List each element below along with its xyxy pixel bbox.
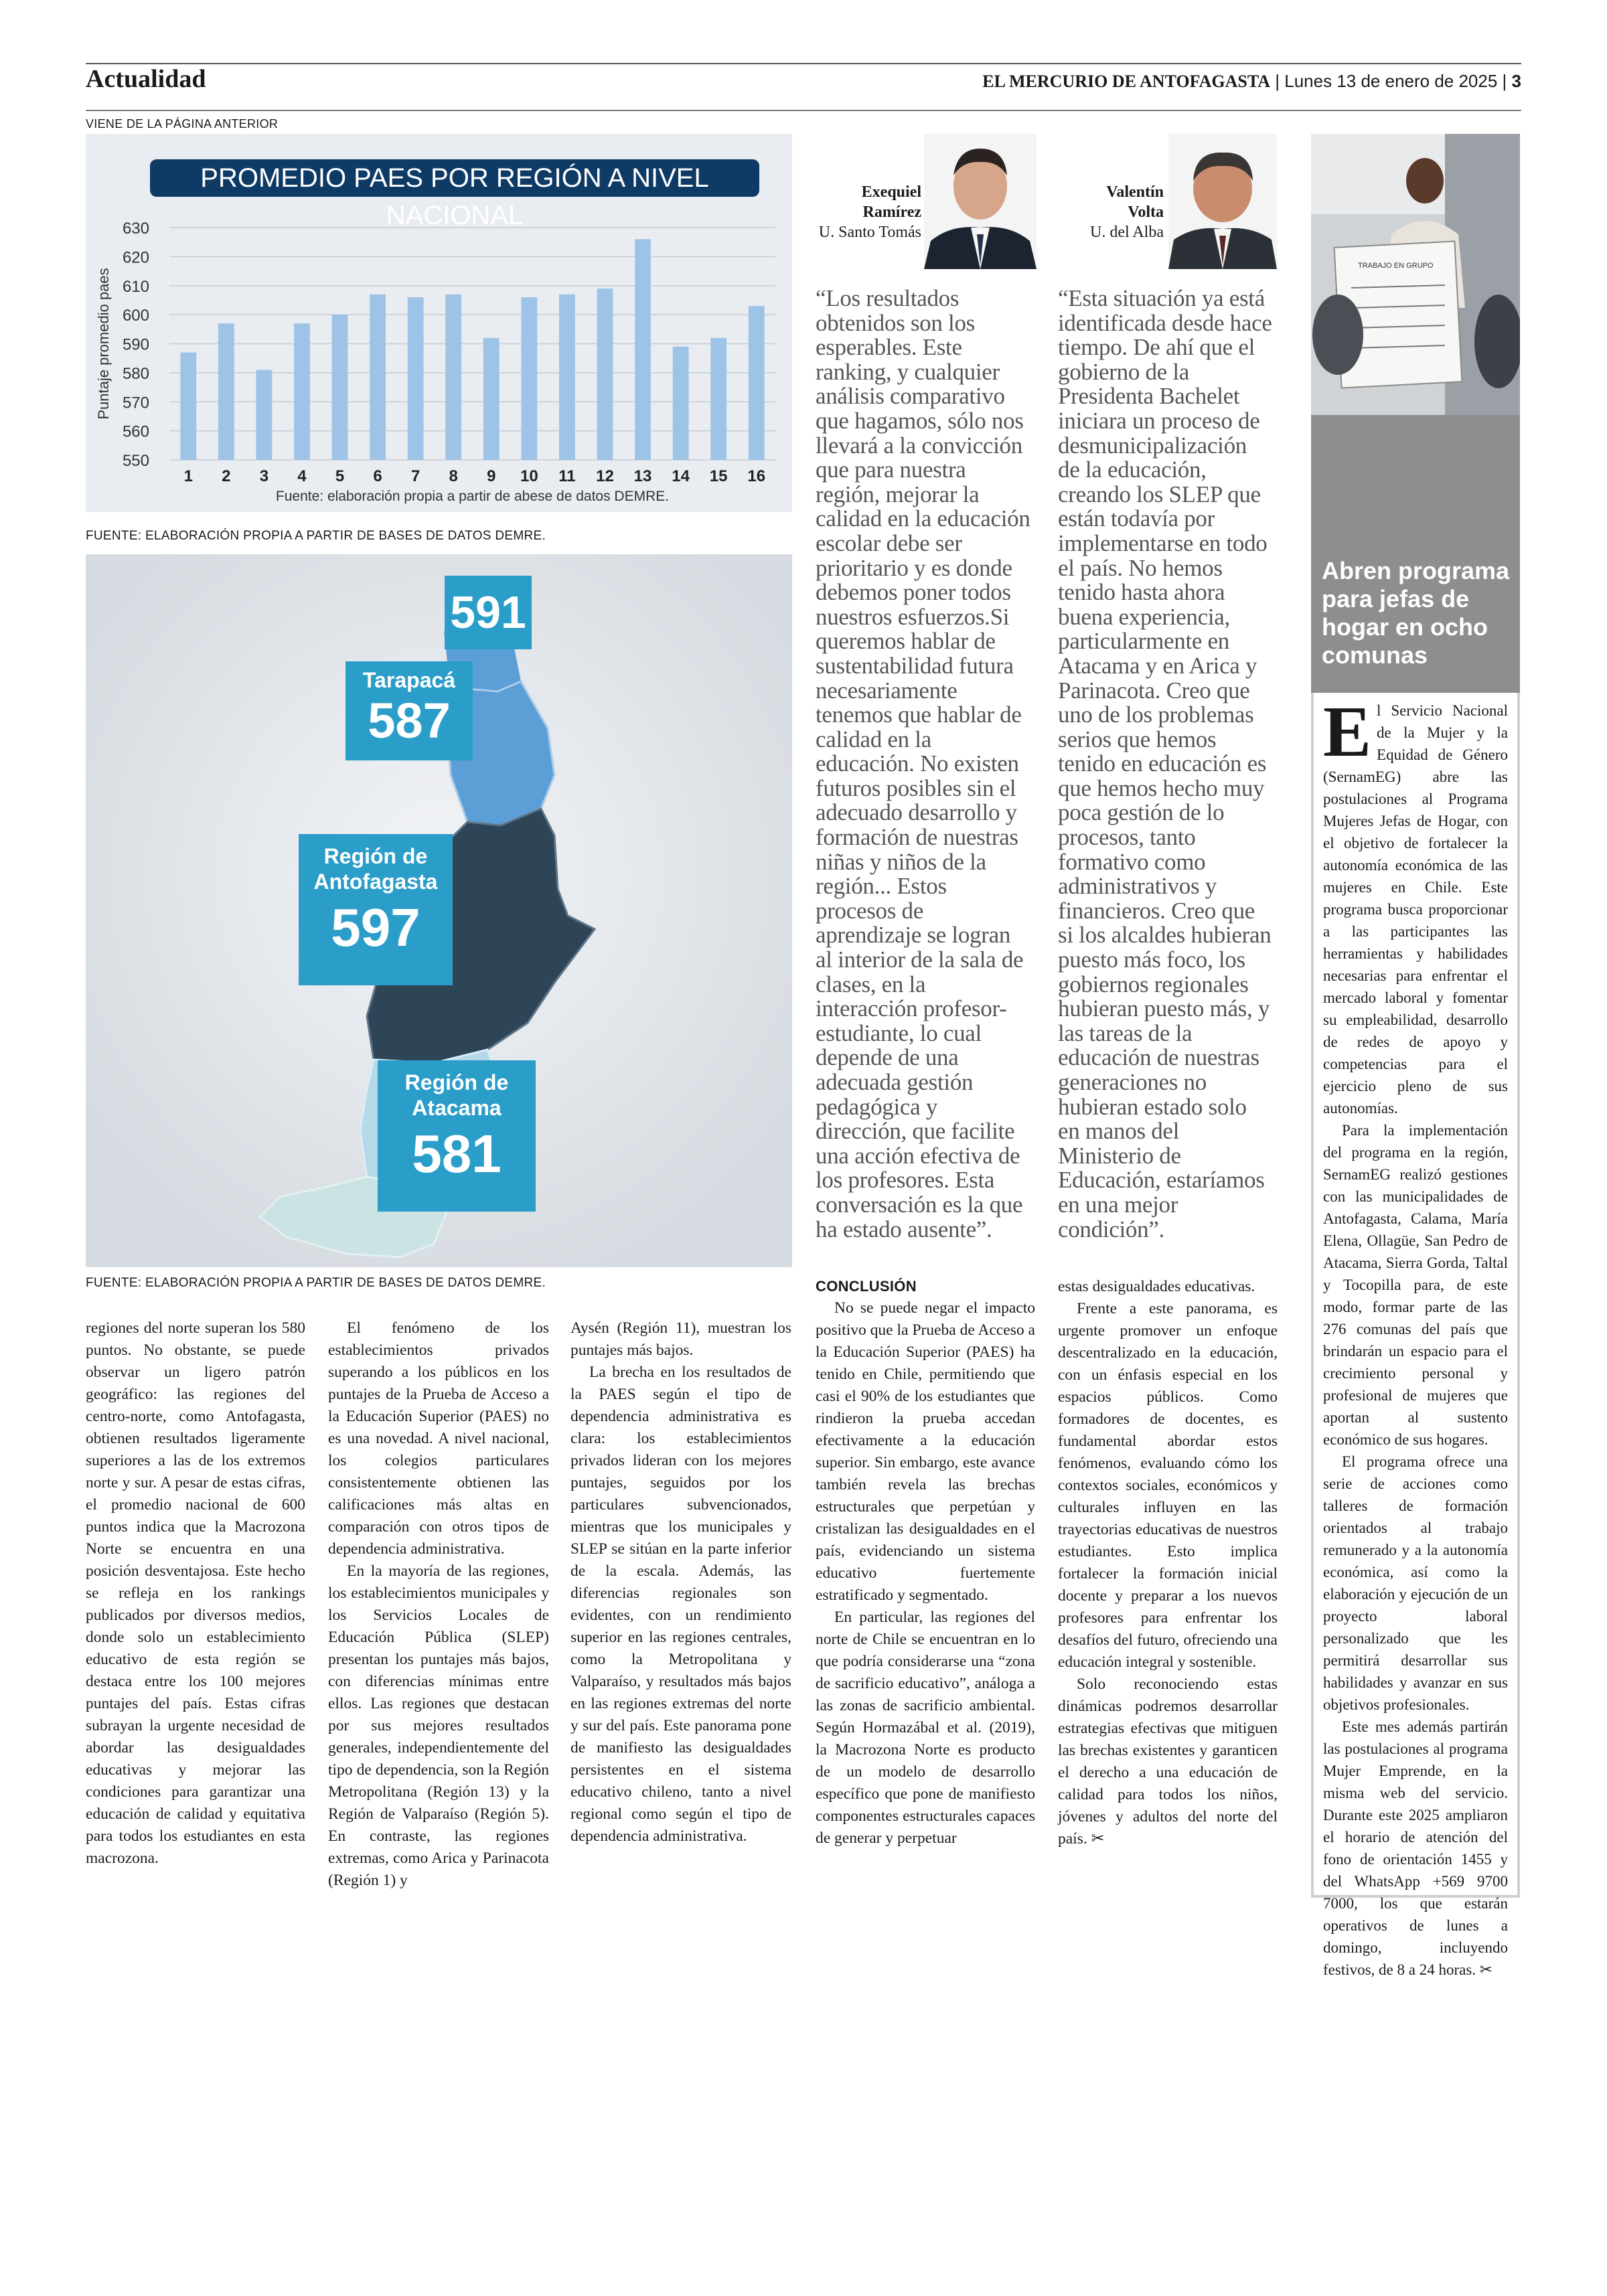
x-tick-label: 10 <box>520 467 538 485</box>
body-column-3 <box>570 1317 791 1848</box>
bar <box>635 239 651 460</box>
callout-atacama <box>378 1060 536 1212</box>
callout-antofagasta <box>299 834 453 985</box>
x-tick-label: 2 <box>222 467 231 485</box>
body-column-5 <box>1058 1276 1278 1850</box>
callout-value: 587 <box>368 693 451 748</box>
issue-date: | Lunes 13 de enero de 2025 | <box>1275 71 1507 91</box>
person-caption-ramirez <box>804 182 921 242</box>
paragraph: Solo reconociendo estas dinámicas podremos desarrollar estrategias efectivas que mitiguen las brechas existentes y garanticen el derecho a una educación de calidad para todos los niños, jóvenes y adultos del norte del país. ✂ <box>1058 1675 1278 1848</box>
x-tick-label: 12 <box>596 467 614 485</box>
paragraph: El fenómeno de los establecimientos privados superando a los públicos en los puntajes de la Prueba de Acceso a la Educación Superior (PAES) no es una novedad. A nivel nacional, los colegios particulares consistentemente obtienen las calificaciones más altas en comparación con otros tipos de dependencia administrativa. <box>328 1319 549 1558</box>
paragraph: estas desigualdades educativas. <box>1058 1278 1255 1295</box>
callout-region: Tarapacá <box>362 668 456 692</box>
paragraph: regiones del norte superan los 580 puntos. No obstante, se puede observar un ligero patrón geográfico: las regiones del centro-norte, como Antofagasta, obtienen resultados ligeramente superiores a las de los extremos norte y sur. A pesar de estas cifras, el promedio nacional de 600 puntos indica que la Macrozona Norte se encuentra en una posición desventajosa. Este hecho se refleja en los rankings publicados por diversos medios, donde solo un establecimiento educativo de esta región se destaca entre los 100 mejores puntajes del país. Estas cifras subrayan la urgente necesidad de abordar las desigualdades educativas y mejorar las condiciones para garantizar una educación de calidad y equitativa para todos los estudiantes en esta macrozona. <box>86 1319 305 1867</box>
chart-note: Fuente: elaboración propia a partir de abese de datos DEMRE. <box>275 489 670 504</box>
x-tick-label: 15 <box>709 467 728 485</box>
section-subhead: CONCLUSIÓN <box>816 1278 917 1295</box>
person-last-name: Volta <box>1128 203 1164 221</box>
person-affiliation: U. del Alba <box>1090 224 1164 241</box>
x-tick-label: 3 <box>259 467 269 485</box>
y-tick-label: 620 <box>122 248 149 267</box>
callout-value: 581 <box>412 1124 502 1183</box>
callout-value: 597 <box>331 898 420 957</box>
y-tick-label: 580 <box>122 364 149 383</box>
body-column-4 <box>816 1276 1035 1850</box>
paragraph: l Servicio Nacional de la Mujer y la Equidad de Género (SernamEG) abre las postulaciones al Programa Mujeres Jefas de Hogar, con el objetivo de fortalecer la autonomía económica de las mujeres en Chile. Este programa busca proporcionar a las participantes las herramientas y habilidades necesarias para enfrentar el mercado laboral y fomentar su empleabilidad, desarrollo de redes de apoyo y competencias para el ejercicio pleno de sus autonomías. <box>1323 702 1508 1117</box>
bar <box>332 315 348 460</box>
sidebar-headline-text: Abren programa para jefas de hogar en ocho comunas <box>1322 557 1510 669</box>
y-tick-label: 600 <box>122 307 149 325</box>
y-tick-label: 590 <box>122 335 149 354</box>
x-tick-label: 11 <box>558 467 576 485</box>
portrait-ramirez-illustration <box>924 134 1037 269</box>
paragraph: En particular, las regiones del norte de Chile se encuentran en lo que podría considerarse una “zona de sacrificio educativo”, análoga a las zonas de sacrificio ambiental. Según Hormazábal et al. (2019), la Macrozona Norte es producto de un modelo de desarrollo específico que pone de manifiesto componentes estructurales capaces de generar y perpetuar <box>816 1609 1035 1847</box>
bar <box>559 295 575 460</box>
bar <box>749 306 765 460</box>
y-tick-label: 630 <box>122 220 149 238</box>
callout-region: Región de Antofagasta <box>313 844 438 894</box>
paragraph: La brecha en los resultados de la PAES según el tipo de dependencia administrativa es clara: los establecimientos privados lideran con los mejores puntajes, seguidos por los particulares subvencionados, mientras que los municipales y SLEP se sitúan en la parte inferior de la escala. Además, las diferencias regionales son evidentes, con un rendimiento superior en las regiones centrales, como la Metropolitana y Valparaíso, y resultados más bajos en las regiones extremas del norte y sur del país. Este panorama pone de manifiesto las desigualdades persistentes en el sistema educativo chileno, tanto a nivel regional como según el tipo de dependencia administrativa. <box>570 1364 791 1845</box>
bar <box>483 338 500 460</box>
bar <box>256 370 273 460</box>
paragraph: En la mayoría de las regiones, los establecimientos municipales y los Servicios Locales de Educación Pública (SLEP) presentan los puntajes más bajos, con diferencias mínimas entre ellos. Las regiones que destacan por sus mejores resultados generales, independientemente del tipo de dependencia, son la Región Metropolitana (Región 13) y la Región de Valparaíso (Región 5). En contraste, las regiones extremas, como Arica y Parinacota (Región 1) y <box>328 1562 549 1889</box>
x-tick-label: 16 <box>747 467 766 485</box>
person-caption-volta <box>1058 182 1164 242</box>
portrait-volta <box>1168 134 1277 269</box>
sidebar-photo-illustration <box>1311 134 1520 415</box>
bar <box>408 297 424 460</box>
bar <box>597 289 613 460</box>
bar-chart <box>86 134 792 512</box>
bar <box>370 295 386 460</box>
paragraph: Frente a este panorama, es urgente promover un enfoque descentralizado en la educación, con un énfasis especial en los espacios públicos. Como formadores de docentes, es fundamental abordar estos fenómenos, evaluando cómo los contextos sociales, económicos y culturales influyen en las trayectorias educativas de nuestros estudiantes. Esto implica fortalecer la formación inicial docente y preparar a los nuevos profesores para enfrentar los desafíos del futuro, ofreciendo una educación integral y sostenible. <box>1058 1300 1278 1671</box>
sidebar-body <box>1311 692 1520 1978</box>
x-tick-label: 7 <box>410 467 420 485</box>
bar <box>673 347 689 460</box>
photo-sign-text: TRABAJO EN GRUPO <box>1358 262 1434 270</box>
y-tick-label: 610 <box>122 277 149 296</box>
map-panel <box>86 554 792 1267</box>
bar <box>218 323 234 460</box>
x-tick-label: 4 <box>297 467 307 485</box>
y-tick-label: 570 <box>122 394 149 412</box>
bar <box>445 295 461 460</box>
paragraph: Aysén (Región 11), muestran los puntajes más bajos. <box>570 1319 791 1359</box>
x-tick-label: 1 <box>183 467 193 485</box>
dropcap: E <box>1323 692 1372 772</box>
page-number: 3 <box>1511 71 1521 91</box>
section-title: Actualidad <box>86 65 206 93</box>
x-tick-label: 6 <box>373 467 382 485</box>
callout-tarapaca <box>346 661 473 760</box>
sidebar-headline <box>1311 415 1520 693</box>
newspaper-name: EL MERCURIO DE ANTOFAGASTA <box>982 72 1271 91</box>
callout-value: 591 <box>450 587 526 638</box>
bar <box>294 323 310 460</box>
header-bottom-rule <box>86 110 1521 111</box>
header-top-rule <box>86 63 1521 64</box>
sidebar-photo <box>1311 134 1520 415</box>
portrait-volta-illustration <box>1168 134 1277 269</box>
callout-arica <box>445 576 532 649</box>
y-tick-label: 550 <box>122 452 149 470</box>
x-tick-label: 5 <box>335 467 345 485</box>
paragraph: El programa ofrece una serie de acciones como talleres de formación orientados al trabajo remunerado y a la autonomía económica, así como la elaboración y ejecución de un proyecto laboral personalizado que les permitirá desarrollar sus habilidades y avanzar en sus objetivos profesionales. <box>1323 1453 1508 1713</box>
callout-region: Región de Atacama <box>404 1070 509 1120</box>
kicker: VIENE DE LA PÁGINA ANTERIOR <box>86 117 279 131</box>
chart-source: FUENTE: ELABORACIÓN PROPIA A PARTIR DE BASES DE DATOS DEMRE. <box>86 529 546 543</box>
x-tick-label: 9 <box>487 467 496 485</box>
y-tick-label: 560 <box>122 422 149 441</box>
x-tick-label: 8 <box>449 467 458 485</box>
x-tick-label: 14 <box>672 467 690 485</box>
chart-panel <box>86 134 792 512</box>
bar <box>710 338 726 460</box>
quote-volta: “Esta situación ya está identificada desde hace tiempo. De ahí que el gobierno de la Presidenta Bachelet iniciara un proceso de desmunicipalización de la educación, creando los SLEP que están todavía por implementarse en todo el país. No hemos tenido hasta ahora buena experiencia, particularmente en Atacama y en Arica y Parinacota. Creo que uno de los problemas serios que hemos tenido en educación es que hemos hecho muy poca gestión de lo procesos, tanto formativo como administrativos y financieros. Creo que si los alcaldes hubieran puesto más foco, los gobiernos regionales hubieran puesto más, y las tareas de la educación de nuestras generaciones no hubieran estado solo en manos del Ministerio de Educación, estaríamos en una mejor condición”. <box>1058 285 1272 1242</box>
portrait-ramirez <box>924 134 1037 269</box>
body-column-1 <box>86 1317 305 1870</box>
bar <box>521 297 537 460</box>
paragraph: Para la implementación del programa en la región, SernamEG realizó gestiones con las municipalidades de Antofagasta, Calama, María Elena, Ollagüe, San Pedro de Atacama, Sierra Gorda, Taltal y Tocopilla para, de este modo, formar parte de las 276 comunas del país que brindarán un espacio para el crecimiento personal y profesional de mujeres que aportan al sustento económico de sus hogares. <box>1323 1122 1508 1448</box>
chart-title: PROMEDIO PAES POR REGIÓN A NIVEL NACIONAL <box>150 159 759 197</box>
sidebar-article <box>1311 134 1520 1978</box>
person-first-name: Exequiel <box>861 183 921 201</box>
person-affiliation: U. Santo Tomás <box>818 224 921 241</box>
body-column-2 <box>328 1317 549 1892</box>
person-first-name: Valentín <box>1106 183 1164 201</box>
x-tick-label: 13 <box>633 467 652 485</box>
bar <box>180 353 196 460</box>
paragraph: Este mes además partirán las postulaciones al programa Mujer Emprende, en la misma web del servicio. Durante este 2025 ampliaron el horario de atención del fono de orientación 1455 y del WhatsApp +569 9700 7000, los que estarán operativos de lunes a domingo, incluyendo festivos, de 8 a 24 horas. ✂ <box>1323 1718 1508 1978</box>
y-axis-label: Puntaje promedio paes <box>95 268 112 420</box>
map-source: FUENTE: ELABORACIÓN PROPIA A PARTIR DE BASES DE DATOS DEMRE. <box>86 1276 546 1290</box>
person-last-name: Ramírez <box>862 203 921 221</box>
paragraph: No se puede negar el impacto positivo que la Prueba de Acceso a la Educación Superior (PAES) ha tenido en Chile, permitiendo que casi el 90% de los estudiantes que rindieron la prueba accedan efectivamente a la educación superior. Sin embargo, este avance también revela las brechas estructurales que perpetúan y cristalizan las desigualdades en el país, evidenciando un sistema educativo fuertemente estratificado y segmentado. <box>816 1299 1035 1604</box>
quote-ramirez: “Los resultados obtenidos son los esperables. Este ranking, y cualquier análisis comparativo que hagamos, sólo nos llevará a la convicción que para nuestra región, mejorar la calidad en la educación escolar debe ser prioritario y es donde debemos poner todos nuestros esfuerzos.Si queremos hablar de sustentabilidad futura necesariamente tenemos que hablar de calidad en la educación. No existen futuros posibles sin el adecuado desarrollo y formación de nuestras niñas y niños de la región... Estos procesos de aprendizaje se logran al interior de la sala de clases, en la interacción profesor-estudiante, lo cual depende de una adecuada gestión pedagógica y dirección, que facilite una acción efectiva de los profesores. Esta conversación es la que ha estado ausente”. <box>816 285 1030 1242</box>
masthead <box>982 71 1521 92</box>
